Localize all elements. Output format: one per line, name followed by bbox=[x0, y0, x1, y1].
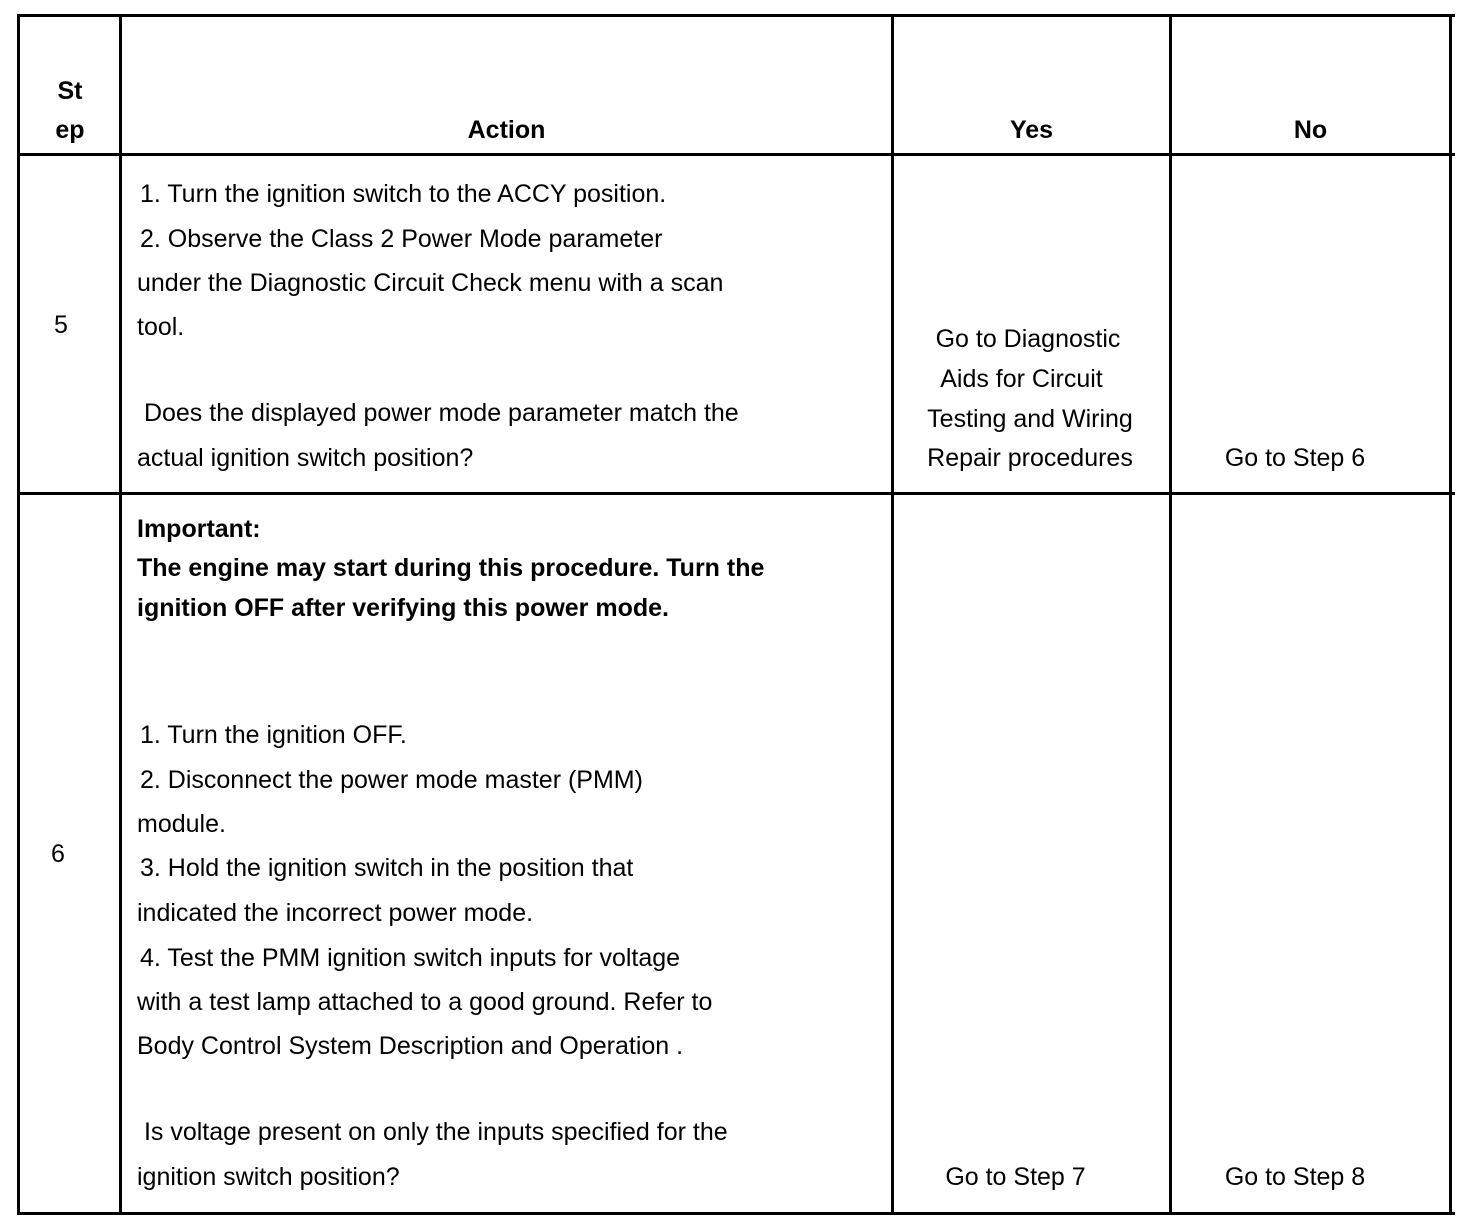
yes-result-line: Testing and Wiring bbox=[927, 405, 1133, 433]
header-bottom-border bbox=[17, 153, 1455, 156]
table-top-border bbox=[17, 14, 1455, 17]
step-number: 6 bbox=[51, 840, 65, 868]
table-bottom-border bbox=[17, 1212, 1455, 1215]
action-line: 3. Hold the ignition switch in the position that bbox=[140, 854, 634, 882]
action-line: with a test lamp attached to a good ground. Refer to bbox=[137, 988, 713, 1016]
yes-column-border bbox=[1169, 14, 1172, 1215]
no-result: Go to Step 6 bbox=[1224, 444, 1366, 472]
action-line: tool. bbox=[137, 313, 185, 341]
action-line: module. bbox=[137, 810, 226, 838]
question-line: Does the displayed power mode parameter match the bbox=[137, 399, 739, 427]
table-right-border bbox=[1449, 14, 1452, 1215]
action-line: under the Diagnostic Circuit Check menu with a scan bbox=[137, 269, 724, 297]
question-line: Is voltage present on only the inputs specified for the bbox=[137, 1118, 728, 1146]
header-step-line2: ep bbox=[55, 116, 85, 144]
header-yes: Yes bbox=[1009, 116, 1054, 144]
yes-result-line: Repair procedures bbox=[927, 444, 1133, 472]
header-no: No bbox=[1293, 116, 1328, 144]
action-line: Body Control System Description and Operation . bbox=[137, 1032, 684, 1060]
header-step-line1: St bbox=[57, 77, 83, 105]
step-number: 5 bbox=[54, 311, 68, 339]
yes-result: Go to Step 7 bbox=[945, 1163, 1086, 1191]
action-line: 2. Observe the Class 2 Power Mode parameter bbox=[140, 225, 663, 253]
yes-result-line: Go to Diagnostic bbox=[935, 325, 1121, 353]
row-divider bbox=[17, 492, 1455, 495]
action-line: indicated the incorrect power mode. bbox=[137, 899, 534, 927]
step-column-border bbox=[119, 14, 122, 1215]
action-line: 4. Test the PMM ignition switch inputs for voltage bbox=[140, 944, 681, 972]
yes-result-line: Aids for Circuit bbox=[940, 365, 1103, 393]
header-action: Action bbox=[467, 116, 546, 144]
question-line: ignition switch position? bbox=[137, 1163, 400, 1191]
table-left-border bbox=[17, 14, 20, 1215]
no-result: Go to Step 8 bbox=[1224, 1163, 1366, 1191]
important-label: Important: bbox=[137, 515, 261, 543]
action-line: 2. Disconnect the power mode master (PMM) bbox=[140, 766, 643, 794]
question-line: actual ignition switch position? bbox=[137, 444, 474, 472]
action-line: 1. Turn the ignition switch to the ACCY position. bbox=[140, 180, 667, 208]
important-note-line: The engine may start during this procedure. Turn the bbox=[137, 554, 765, 582]
important-note-line: ignition OFF after verifying this power mode. bbox=[137, 594, 669, 622]
action-column-border bbox=[891, 14, 894, 1215]
action-line: 1. Turn the ignition OFF. bbox=[140, 721, 407, 749]
